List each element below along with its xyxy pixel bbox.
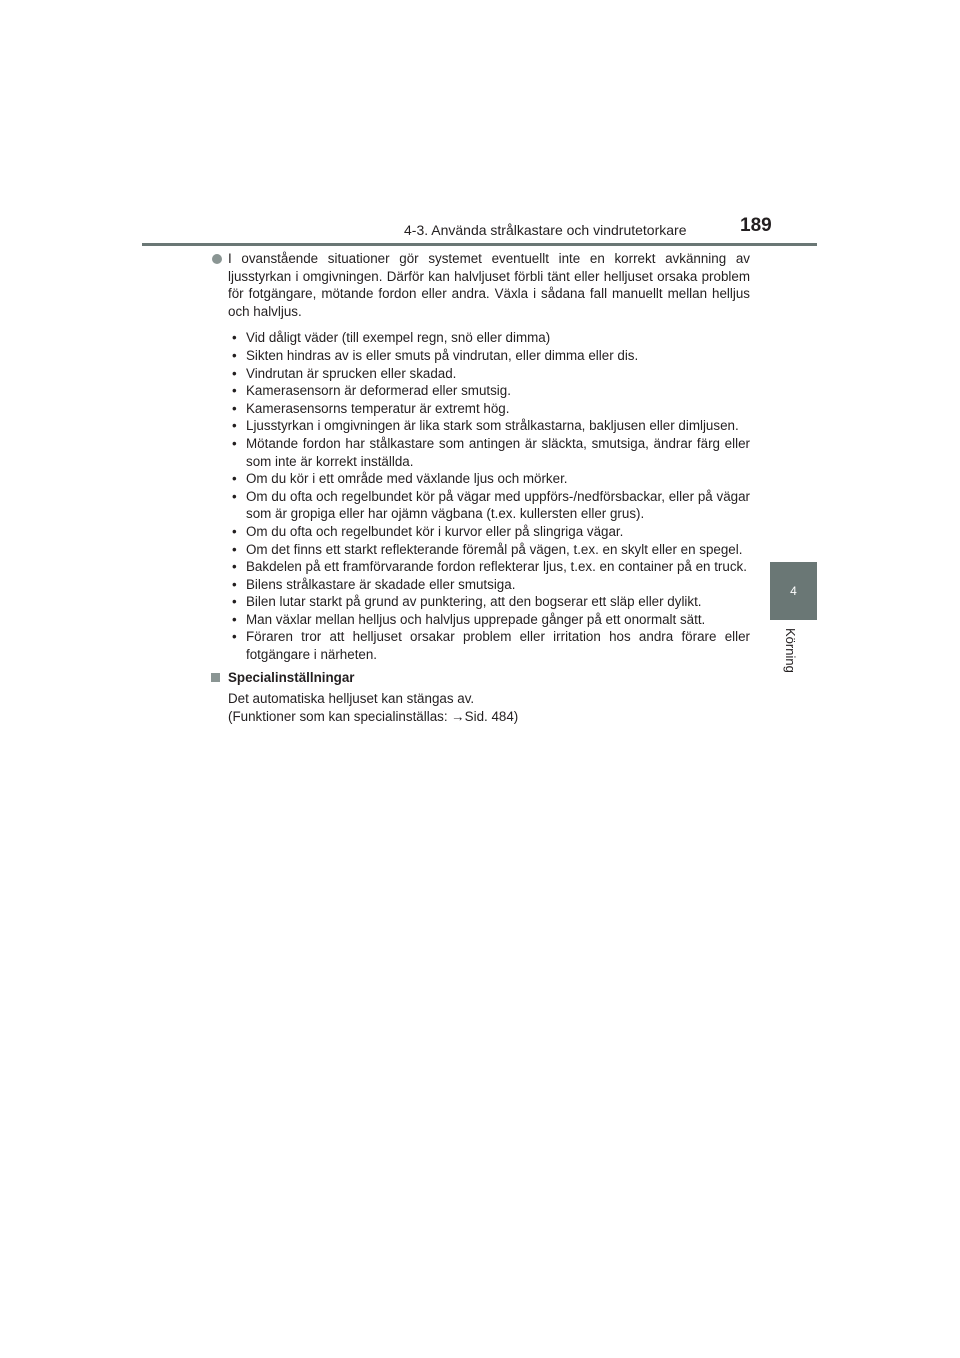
list-item: • Om det finns ett starkt reflekterande föremål på vägen, t.ex. en skylt eller en spegel.	[228, 541, 750, 559]
list-item: • Man växlar mellan helljus och halvljus upprepade gånger på ett onormalt sätt.	[228, 611, 750, 629]
list-item: • Om du ofta och regelbundet kör på vägar med uppförs-/nedförsbackar, eller på vägar som är gropiga eller har ojämn vägbana (t.ex. kullersten eller grus).	[228, 488, 750, 523]
specialinstallningar-section	[210, 669, 750, 726]
list-item: • Kamerasensorn är deformerad eller smutsig.	[228, 382, 750, 400]
list-item: • Vid dåligt väder (till exempel regn, snö eller dimma)	[228, 329, 750, 347]
list-item: • Ljusstyrkan i omgivningen är lika stark som strålkastarna, bakljusen eller dimljusen.	[228, 417, 750, 435]
list-item: • Om du ofta och regelbundet kör i kurvor eller på slingriga vägar.	[228, 523, 750, 541]
list-item: • Bilen lutar starkt på grund av punktering, att den bogserar ett släp eller dylikt.	[228, 593, 750, 611]
section-heading: Specialinställningar	[228, 669, 355, 685]
list-item: • Sikten hindras av is eller smuts på vindrutan, eller dimma eller dis.	[228, 347, 750, 365]
chapter-tab-label: Körning	[783, 628, 798, 673]
circle-bullet-icon	[212, 254, 222, 264]
chapter-tab	[770, 562, 817, 620]
list-item: • Kamerasensorns temperatur är extremt hög.	[228, 400, 750, 418]
list-item: • Vindrutan är sprucken eller skadad.	[228, 365, 750, 383]
section-body	[228, 690, 750, 725]
condition-list	[228, 329, 750, 663]
list-item: • Mötande fordon har stålkastare som antingen är släckta, smutsiga, ändrar färg eller som inte är korrekt inställda.	[228, 435, 750, 470]
intro-text: I ovanstående situationer gör systemet eventuellt inte en korrekt avkänning av ljusstyrkan i omgivningen. Därför kan halvljuset förbli tänt eller helljuset orsaka problem för fotgängare, mötande fordon eller andra. Växla i sådana fall manuellt mellan helljus och halvljus.	[228, 251, 750, 319]
page-number: 189	[740, 215, 772, 236]
section-line-1: Det automatiska helljuset kan stängas av.	[228, 691, 475, 707]
list-item: • Bakdelen på ett framförvarande fordon reflekterar ljus, t.ex. en container på en truck.	[228, 558, 750, 576]
header-rule	[142, 243, 817, 246]
list-item: • Om du kör i ett område med växlande ljus och mörker.	[228, 470, 750, 488]
list-item: • Bilens strålkastare är skadade eller smutsiga.	[228, 576, 750, 594]
section-line-2: (Funktioner som kan specialinställas: →Sid. 484)	[228, 708, 519, 724]
chapter-tab-number: 4	[790, 584, 797, 598]
page-content	[210, 250, 750, 725]
square-bullet-icon	[211, 673, 220, 682]
intro-paragraph	[210, 250, 750, 320]
list-item: • Föraren tror att helljuset orsakar problem eller irritation hos andra förare eller fotgängare i närheten.	[228, 628, 750, 663]
header-title: 4-3. Använda strålkastare och vindrutetorkare	[404, 222, 687, 238]
